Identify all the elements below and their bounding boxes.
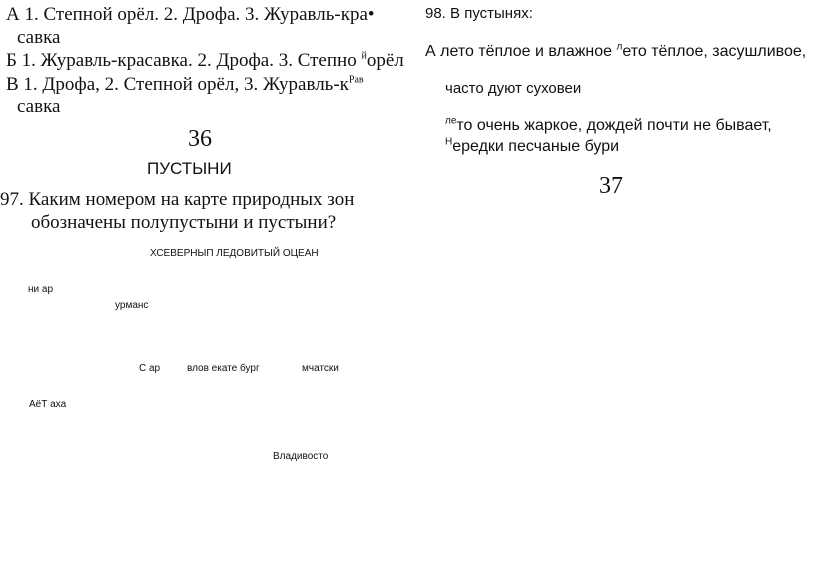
map-label-2: урманс bbox=[115, 300, 149, 311]
map-label-5: мчатски bbox=[302, 363, 339, 374]
page-number-right: 37 bbox=[599, 173, 623, 199]
answer-option-b-superscript: й bbox=[361, 50, 367, 62]
answer-98-a-text: А лето тёплое и влажное bbox=[425, 43, 613, 60]
map-label-4: влов екате бург bbox=[187, 363, 260, 374]
page-number-left: 36 bbox=[188, 126, 212, 152]
answer-98-a bbox=[425, 43, 806, 61]
answer-98-d-superscript: Н bbox=[445, 136, 453, 148]
answer-98-a-rest: ето тёплое, засушливое, bbox=[622, 43, 807, 60]
answer-option-v bbox=[6, 74, 364, 96]
answer-98-a-superscript: л bbox=[616, 41, 623, 53]
map-label-7: Владивосто bbox=[273, 451, 329, 462]
map-label-ocean: ХСЕВЕРНЫП ЛЕДОВИТЫЙ ОЦЕАН bbox=[150, 248, 319, 259]
answer-option-a-continuation: савка bbox=[17, 27, 61, 48]
answer-98-c-rest: то очень жаркое, дождей почти не бывает, bbox=[456, 117, 772, 134]
answer-98-b: часто дуют суховеи bbox=[445, 80, 582, 97]
question-97-line-1: 97. Каким номером на карте природных зон bbox=[0, 189, 355, 210]
answer-option-v-superscript: Рав bbox=[348, 74, 364, 86]
section-title: ПУСТЫНИ bbox=[147, 159, 232, 178]
answer-option-v-text: В 1. Дрофа, 2. Степной орёл, 3. Журавль-к bbox=[6, 74, 349, 95]
answer-98-d bbox=[445, 138, 619, 156]
answer-option-b-text: Б 1. Журавль-красавка. 2. Дрофа. 3. Степно bbox=[6, 50, 357, 71]
question-97-line-2: обозначены полупустыни и пустыни? bbox=[31, 212, 337, 233]
answer-option-a: А 1. Степной орёл. 2. Дрофа. 3. Журавль-кра• bbox=[6, 4, 375, 25]
question-98: 98. В пустынях: bbox=[425, 5, 533, 22]
answer-98-c bbox=[445, 117, 772, 135]
answer-option-b bbox=[6, 50, 404, 72]
map-label-3: С ар bbox=[139, 363, 161, 374]
answer-98-d-rest: ередки песчаные бури bbox=[452, 138, 620, 155]
answer-98-c-superscript: ле bbox=[445, 115, 457, 127]
map-label-6: АёТ аха bbox=[29, 399, 67, 410]
answer-option-b-end: орёл bbox=[366, 50, 404, 71]
map-label-1: ни ар bbox=[28, 284, 54, 295]
answer-option-v-continuation: савка bbox=[17, 96, 61, 117]
